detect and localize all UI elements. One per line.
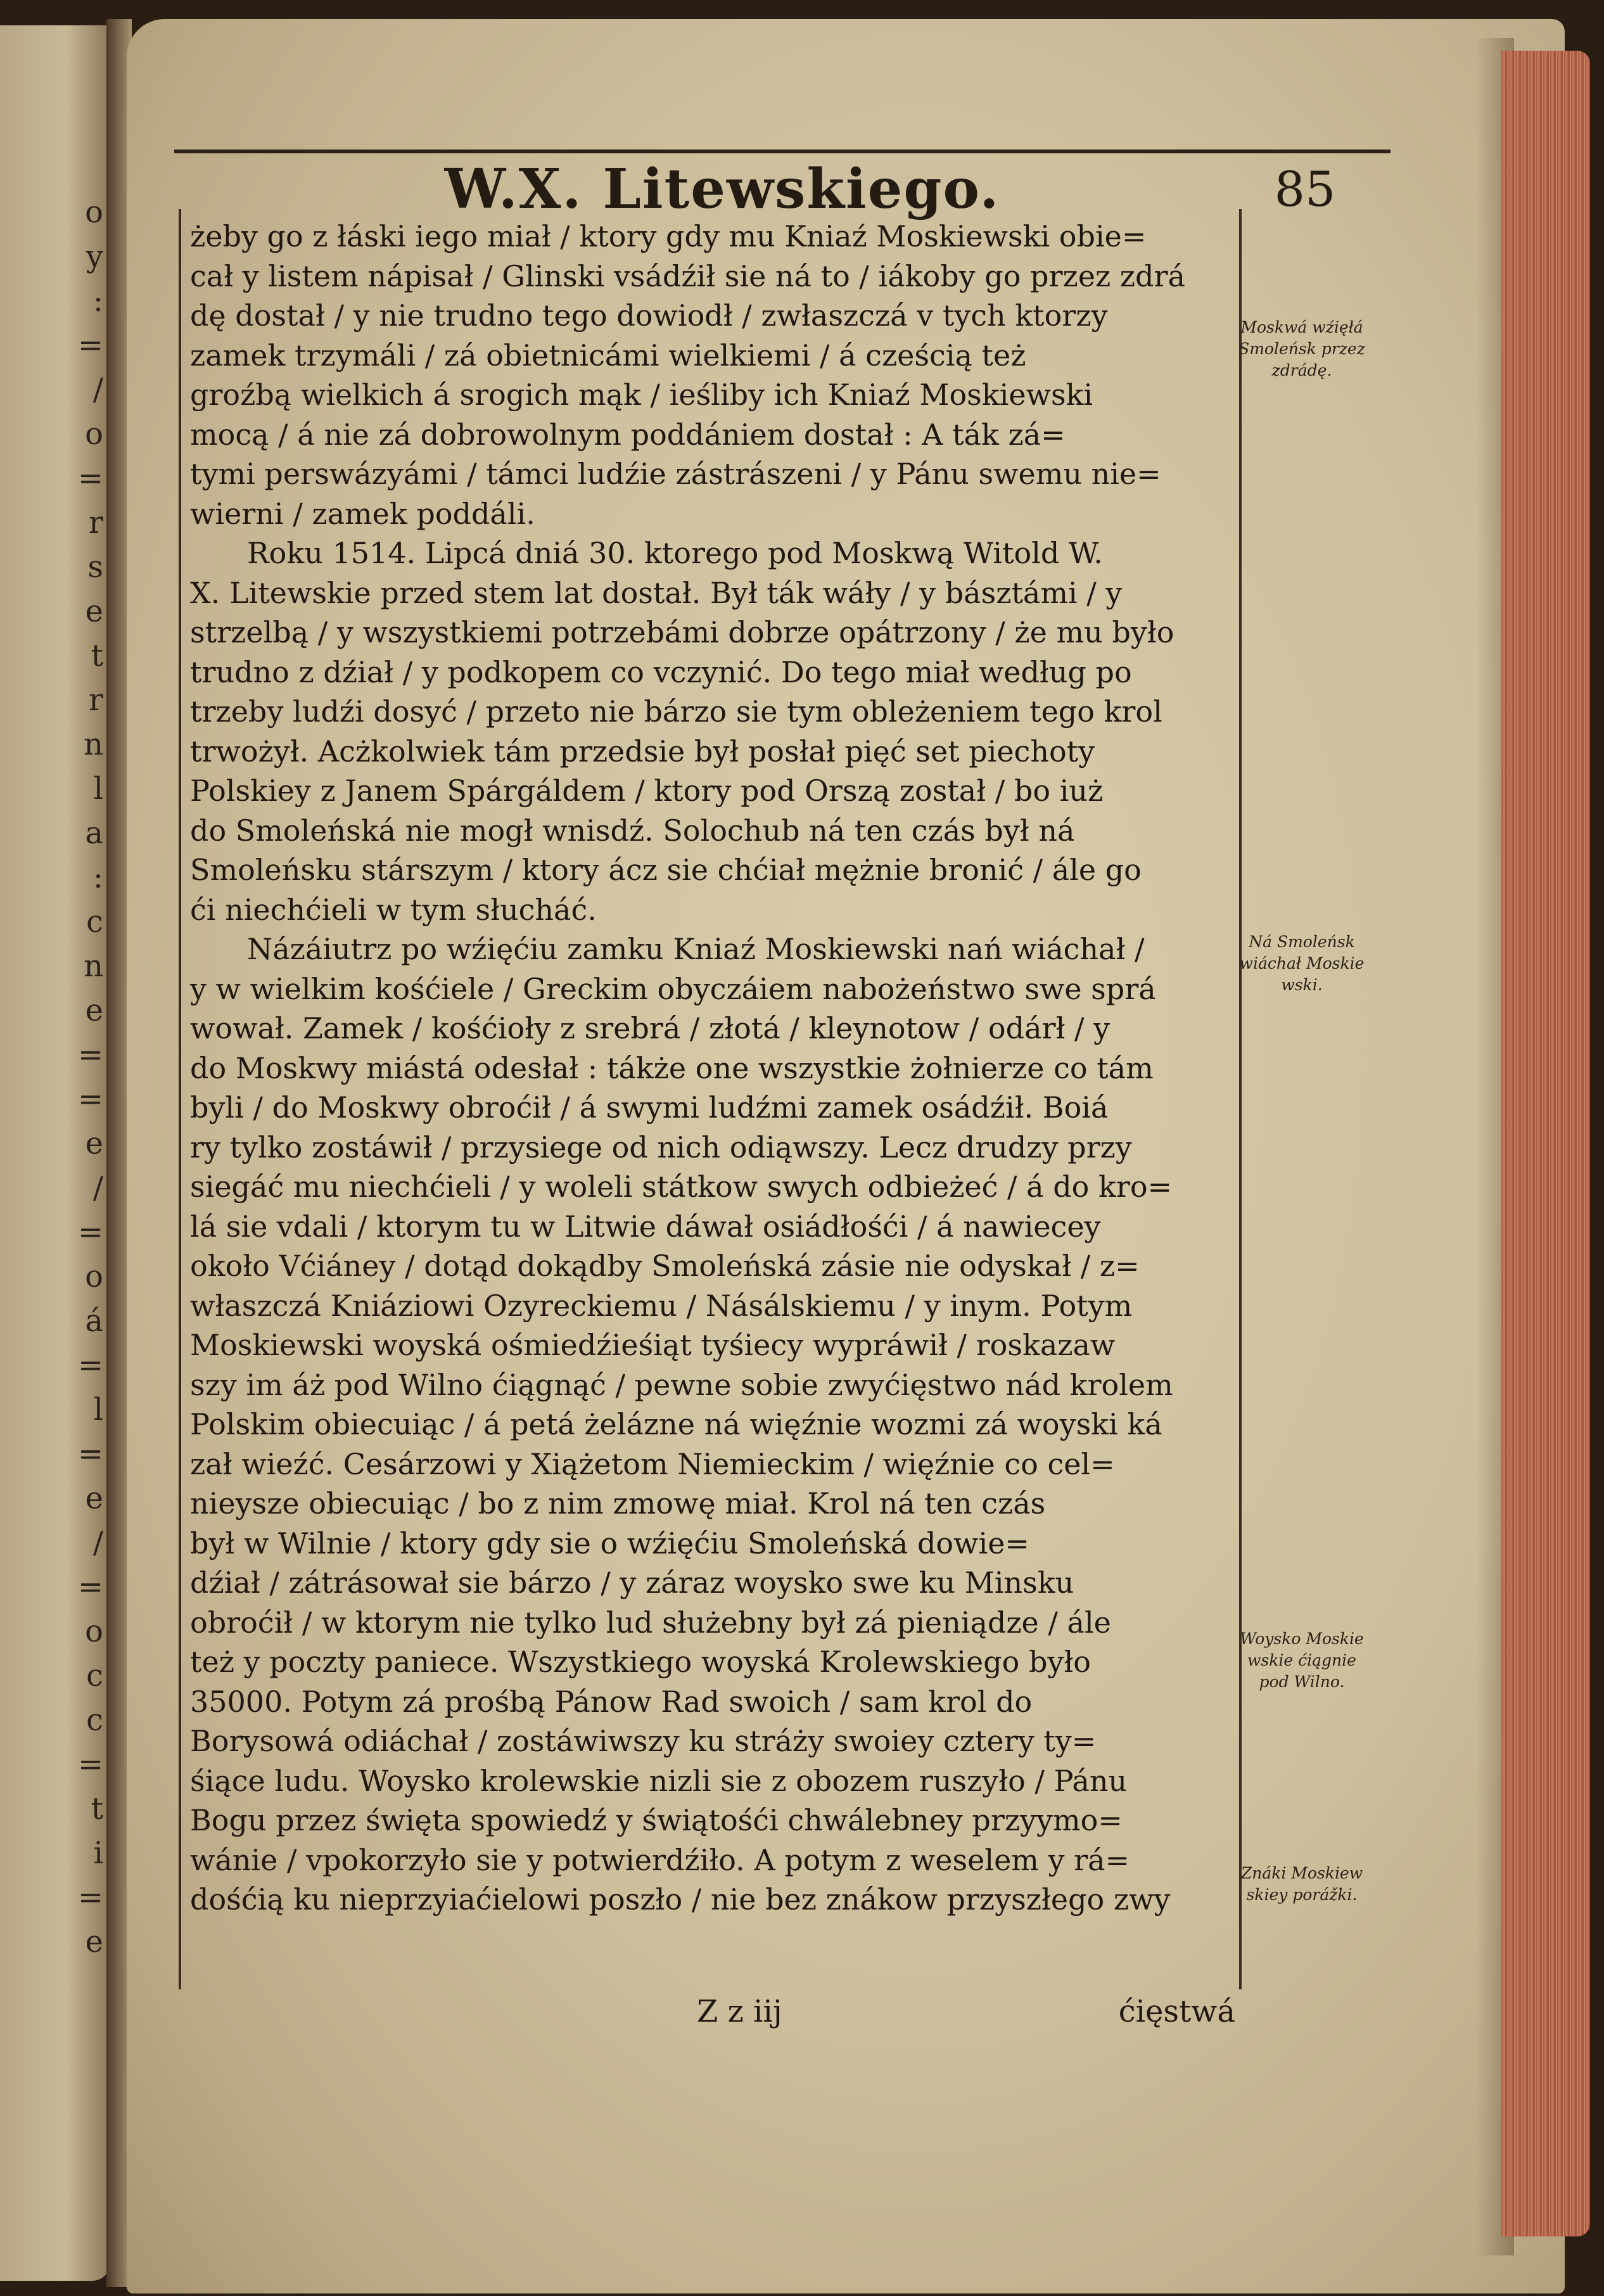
text-line: trwożył. Acżkolwiek tám przedsie był posłał pięć set piechoty — [190, 734, 1095, 769]
text-line: cał y listem nápisał / Glinski vsádźił sie ná to / iákoby go przez zdrá — [190, 258, 1185, 293]
text-line: Borysowá odiáchał / zostáwiwszy ku stráży swoiey cztery ty= — [190, 1724, 1097, 1758]
text-line: Polskiey z Janem Spárgáldem / ktory pod Orszą został / bo iuż — [190, 774, 1104, 808]
facing-page-fragment: y — [86, 239, 103, 274]
facing-page-fragment: e — [85, 1481, 103, 1516]
text-line: wierni / zamek poddáli. — [190, 496, 535, 531]
margin-note-3: Woysko Moskie wskie ćiągnie pod Wilno. — [1240, 1630, 1364, 1691]
text-line: nieysze obiecuiąc / bo z nim zmowę miał. Krol ná ten czás — [190, 1486, 1046, 1521]
facing-page-fragment: = — [78, 1747, 104, 1782]
facing-page-fragment: = — [78, 1348, 104, 1383]
text-line: dośćią ku nieprzyiaćielowi poszło / nie bez znákow przyszłego zwy — [190, 1882, 1171, 1917]
text-line: około Vćiáney / dotąd dokądby Smoleńská zásie nie odyskał / z= — [190, 1249, 1140, 1283]
facing-page-fragment: n — [84, 727, 103, 762]
facing-page-fragment: s — [87, 549, 103, 585]
text-line: Polskim obiecuiąc / á petá żelázne ná więźnie wozmi zá woyski ká — [190, 1407, 1162, 1441]
body-text — [190, 217, 1238, 1920]
text-line: do Moskwy miástá odesłał : tákże one wszystkie żołnierze co tám — [190, 1050, 1154, 1085]
text-line: siegáć mu niechćieli / y woleli státkow swych odbieżeć / á do kro= — [190, 1170, 1173, 1204]
facing-page-fragment: a — [85, 815, 103, 851]
facing-page-fragment: l — [93, 1392, 103, 1427]
margin-note-2: Ná Smoleńsk wiáchał Moskie wski. — [1239, 933, 1365, 994]
catchword: ćięstwá — [1118, 1994, 1235, 2029]
facing-page-fragment: = — [78, 1436, 104, 1472]
facing-page-fragment: c — [86, 1658, 103, 1693]
facing-page-fragment: n — [84, 948, 103, 984]
text-line: Moskiewski woyská ośmiedźieśiąt tyśiecy wypráwił / roskazaw — [190, 1328, 1116, 1362]
text-line: szy im áż pod Wilno ćiągnąć / pewne sobie zwyćięstwo nád krolem — [190, 1367, 1173, 1402]
facing-page-fragment: / — [92, 372, 103, 407]
facing-page-fragment: t — [91, 1791, 103, 1827]
facing-page-fragment: r — [89, 682, 103, 718]
text-line: mocą / á nie zá dobrowolnym poddániem dostał : A ták zá= — [190, 417, 1066, 452]
facing-page-fragment: = — [78, 1215, 104, 1250]
text-line: lá sie vdali / ktorym tu w Litwie dáwał osiádłośći / á nawiecey — [190, 1209, 1101, 1244]
facing-page-fragment: / — [92, 1525, 103, 1560]
text-line: groźbą wielkich á srogich mąk / ieśliby ich Kniaź Moskiewski — [190, 378, 1093, 412]
text-line: tymi perswázyámi / támci ludźie zástrászeni / y Pánu swemu nie= — [190, 457, 1161, 491]
text-line: Názáiutrz po wźięćiu zamku Kniaź Moskiewski nań wiáchał / — [247, 932, 1145, 966]
text-line: X. Litewskie przed stem lat dostał. Był ták wáły / y básztámi / y — [190, 575, 1123, 610]
text-line: był w Wilnie / ktory gdy sie o wźięćiu Smoleńská dowie= — [190, 1526, 1029, 1560]
facing-page-fragment: = — [78, 328, 104, 363]
text-line: y w wielkim kośćiele / Greckim obyczáiem nabożeństwo swe sprá — [190, 971, 1156, 1006]
text-line: wánie / vpokorzyło sie y potwierdźiło. A potym z weselem y rá= — [190, 1842, 1130, 1877]
signature-mark: Z z iij — [697, 1994, 782, 2029]
text-line: ći niechćieli w tym słucháć. — [190, 892, 597, 927]
facing-page-fragment: e — [85, 993, 103, 1028]
facing-page-fragment: = — [78, 461, 104, 496]
facing-page-fragment: : — [92, 860, 103, 895]
facing-page-fragment: e — [85, 594, 103, 629]
margin-note-4: Znáki Moskiew skiey porážki. — [1240, 1864, 1363, 1904]
facing-page-fragment: o — [85, 1259, 103, 1294]
facing-page-fragment: i — [93, 1835, 103, 1871]
facing-page-fragment: = — [78, 1037, 104, 1073]
facing-page-fragment: = — [78, 1880, 104, 1915]
text-line: właszczá Kniáziowi Ozyreckiemu / Násálskiemu / y inym. Potym — [190, 1288, 1133, 1323]
facing-page-fragment: = — [78, 1081, 104, 1117]
facing-page-fragment: o — [85, 416, 103, 452]
text-line: śiące ludu. Woysko krolewskie nizli sie z obozem ruszyło / Pánu — [190, 1763, 1128, 1798]
facing-page-fragment: l — [93, 771, 103, 807]
facing-page-fragment: e — [85, 1924, 103, 1960]
text-line: Smoleńsku stárszym / ktory ácz sie chćiał mężnie bronić / ále go — [190, 853, 1142, 887]
text-line: zamek trzymáli / zá obietnicámi wielkiemi / á cześcią też — [190, 338, 1026, 373]
facing-page-fragment: o — [85, 1614, 103, 1649]
text-line: dźiał / zátrásował sie bárzo / y záraz woysko swe ku Minsku — [190, 1566, 1074, 1600]
footer — [190, 1989, 1242, 2034]
margin-note-1: Moskwá wźięłá Smoleńsk przez zdrádę. — [1238, 318, 1365, 379]
text-line: trzeby ludźi dosyć / przeto nie bárzo sie tym obleżeniem tego krol — [190, 694, 1162, 729]
text-line: żeby go z łáski iego miał / ktory gdy mu Kniaź Moskiewski obie= — [190, 219, 1147, 253]
facing-page-fragment: c — [86, 904, 103, 940]
text-line: Bogu przez święta spowiedź y świątośći chwálebney przyymo= — [190, 1803, 1123, 1837]
text-line: dę dostał / y nie trudno tego dowiodł / zwłaszczá v tych ktorzy — [190, 298, 1108, 333]
text-line: strzelbą / y wszystkiemi potrzebámi dobrze opátrzony / że mu było — [190, 615, 1174, 649]
text-line: Roku 1514. Lipcá dniá 30. ktorego pod Moskwą Witold W. — [247, 536, 1103, 570]
facing-page-fragment: r — [89, 505, 103, 540]
header-rule — [174, 150, 1391, 153]
facing-page-fragment: / — [92, 1170, 103, 1206]
facing-page-fragment: o — [85, 195, 103, 230]
text-line: ry tylko zostáwił / przysiege od nich odiąwszy. Lecz drudzy przy — [190, 1130, 1132, 1164]
running-head: W.X. Litewskiego. — [444, 157, 1000, 221]
facing-page-fragment: á — [85, 1303, 103, 1339]
facing-page-edge — [0, 25, 111, 2281]
text-line: trudno z dźiał / y podkopem co vczynić. Do tego miał według po — [190, 654, 1132, 689]
facing-page-fragment: c — [86, 1702, 103, 1738]
text-line: obroćił / w ktorym nie tylko lud służebny był zá pieniądze / ále — [190, 1605, 1111, 1640]
text-line: 35000. Potym zá prośbą Pánow Rad swoich / sam krol do — [190, 1684, 1033, 1719]
facing-page-fragment: = — [78, 1569, 104, 1605]
text-line: do Smoleńská nie mogł wnisdź. Solochub ná ten czás był ná — [190, 813, 1075, 848]
text-line: byli / do Moskwy obroćił / á swymi ludźmi zamek osádźił. Boiá — [190, 1090, 1109, 1125]
facing-page-fragment: t — [91, 638, 103, 673]
page-fore-edge — [1501, 51, 1590, 2236]
facing-page-fragment: e — [85, 1126, 103, 1161]
text-line: wował. Zamek / kośćioły z srebrá / złotá / kleynotow / odárł / y — [190, 1011, 1111, 1045]
facing-page-fragment: : — [92, 283, 103, 319]
page-number: 85 — [1274, 161, 1336, 217]
text-line: też y poczty paniece. Wszystkiego woyská Krolewskiego było — [190, 1645, 1092, 1679]
text-line: zał wieźć. Cesárzowi y Xiążetom Niemieckim / więźnie co cel= — [190, 1446, 1115, 1481]
facing-page-text-fragments — [78, 190, 103, 1964]
